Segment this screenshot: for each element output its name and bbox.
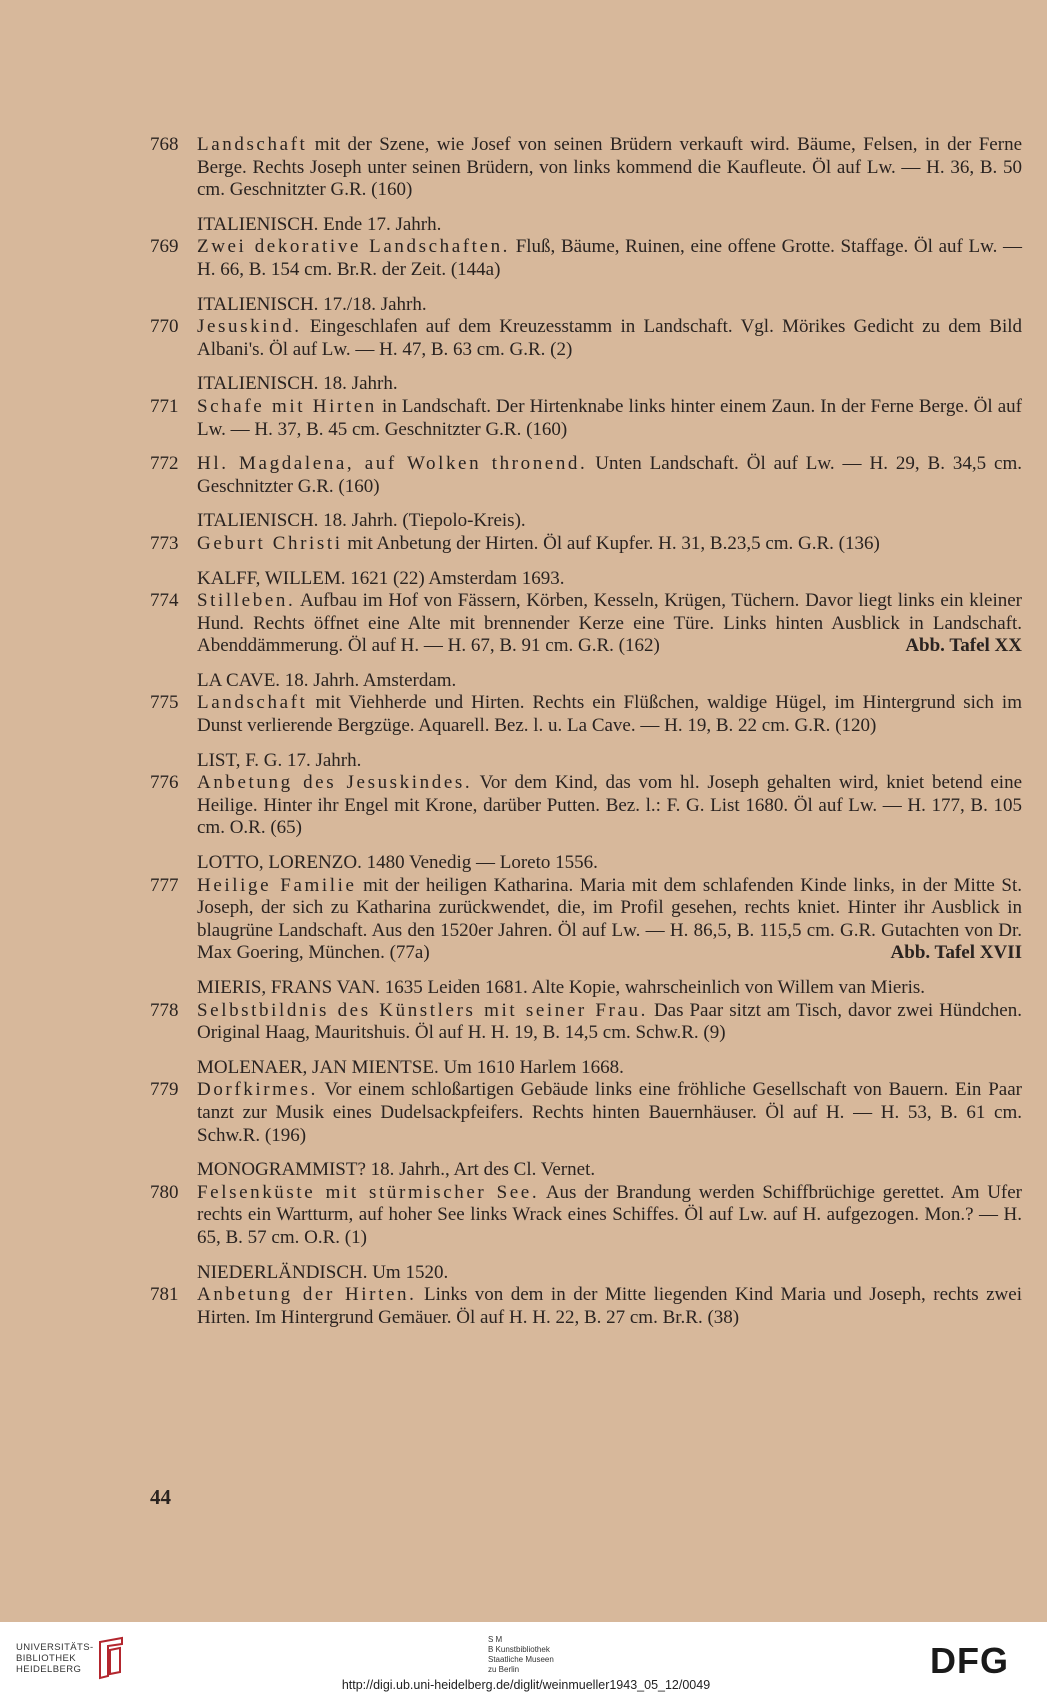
uni-line-2: BIBLIOTHEK [16, 1653, 76, 1664]
lot-number: 771 [150, 395, 179, 417]
entry-description: Links von dem in der Mitte liegenden Kind Maria und Joseph, rechts zwei Hirten. Im Hintergrund Gemäuer. Öl auf H. H. 22, B. 27 cm. Br.R. (38) [197, 1284, 1022, 1328]
artist-heading: ITALIENISCH. 18. Jahrh. (Tiepolo-Kreis). [197, 510, 526, 532]
lot-number: 774 [150, 590, 179, 612]
entry-description: mit Viehherde und Hirten. Rechts ein Flüßchen, waldige Hügel, im Hintergrund sich im Dunst verlierende Bergzüge. Aquarell. Bez. l. u. La Cave. — H. 19, B. 22 cm. G.R. (120) [197, 692, 1022, 737]
entry-description: Vor einem schloßartigen Gebäude links eine fröhliche Gesellschaft von Bauern. Ein Paar tanzt zur Musik eines Dudelsackpfeifers. Rechts hinten Bauernhäuser. Öl auf H. — H. 53, B. 61 cm. Schw.R. (196) [197, 1079, 1022, 1146]
lot-number: 769 [150, 236, 179, 258]
artist-heading: ITALIENISCH. Ende 17. Jahrh. [197, 213, 442, 235]
stamp-line-2: B Kunstbibliothek [488, 1645, 550, 1654]
entry-title: Dorfkirmes. [197, 1079, 318, 1101]
lot-number: 773 [150, 532, 179, 554]
entry-description: mit der Szene, wie Josef von seinen Brüdern verkauft wird. Bäume, Felsen, in der Ferne Berge. Rechts Joseph unter seinen Brüdern, von links kommend die Kaufleute. Öl auf Lw. — H. 36, B. 50 cm. Geschnitzter G.R. (160) [197, 134, 1022, 201]
artist-heading: ITALIENISCH. 17./18. Jahrh. [197, 293, 427, 315]
lot-number: 768 [150, 134, 179, 155]
page-number: 44 [150, 1485, 171, 1509]
entry-title: Jesuskind. [197, 316, 302, 338]
stamp-line-4: zu Berlin [488, 1665, 520, 1674]
lot-number: 781 [150, 1284, 179, 1306]
catalog-entry [148, 236, 1022, 281]
source-url-link[interactable]: http://digi.ub.uni-heidelberg.de/diglit/weinmueller1943_05_12/0049 [341, 1678, 711, 1692]
entry-description: Unten Landschaft. Öl auf Lw. — H. 29, B. 34,5 cm. Geschnitzter G.R. (160) [197, 453, 1022, 497]
entry-title: Selbstbildnis des Künstlers mit seiner Frau. [197, 999, 648, 1021]
entry-description: Aufbau im Hof von Fässern, Körben, Kesseln, Krügen, Tüchern. Davor liegt links ein kleiner Hund. Rechts öffnet eine Alte mit brennender Kerze eine Türe. Links hinten Ausblick in Landschaft. Abenddämmerung. Öl auf H. — H. 67, B. 91 cm. G.R. (162) [197, 590, 1022, 657]
uni-line-1: UNIVERSITÄTS- [16, 1642, 94, 1653]
university-library-mark-icon [96, 1636, 126, 1680]
lot-number: 770 [150, 316, 179, 338]
artist-heading: ITALIENISCH. 18. Jahrh. [197, 373, 398, 395]
catalog-entry [148, 396, 1022, 441]
plate-reference: Abb. Tafel XVII [890, 942, 1022, 964]
lot-number: 778 [150, 999, 179, 1021]
catalog-entry [148, 453, 1022, 498]
lot-number: 780 [150, 1181, 179, 1203]
catalog-entry [148, 772, 1022, 840]
entry-title: Hl. Magdalena, auf Wolken thronend. [197, 453, 588, 475]
catalog-text [148, 134, 1022, 1329]
entry-description: Das Paar sitzt am Tisch, davor zwei Hündchen. Original Haag, Mauritshuis. Öl auf H. H. 19, B. 14,5 cm. Schw.R. (9) [197, 999, 1022, 1044]
footer-bar [0, 1622, 1047, 1699]
dfg-logo[interactable]: DFG [930, 1640, 1009, 1681]
entry-title: Landschaft [197, 134, 308, 155]
artist-heading: MOLENAER, JAN MIENTSE. Um 1610 Harlem 1668. [197, 1056, 624, 1078]
entry-title: Schafe mit Hirten [197, 395, 377, 417]
catalog-entry [148, 533, 1022, 556]
catalog-entry [148, 1182, 1022, 1250]
library-stamp [488, 1635, 608, 1675]
entry-description: Aus der Brandung werden Schiffbrüchige gerettet. Am Ufer rechts ein Wartturm, auf hoher See links Wrack eines Schiffes. Öl auf Lw. auf H. aufgezogen. Mon.? — H. 65, B. 57 cm. O.R. (1) [197, 1181, 1022, 1248]
lot-number: 776 [150, 772, 179, 794]
entry-description: mit Anbetung der Hirten. Öl auf Kupfer. H. 31, B.23,5 cm. G.R. (136) [342, 532, 880, 554]
artist-heading: NIEDERLÄNDISCH. Um 1520. [197, 1261, 449, 1283]
lot-number: 775 [150, 692, 179, 714]
catalog-entry [148, 590, 1022, 658]
entry-title: Felsenküste mit stürmischer See. [197, 1181, 540, 1203]
stamp-line-1: S M [488, 1635, 503, 1644]
entry-description: Eingeschlafen auf dem Kreuzesstamm in Landschaft. Vgl. Mörikes Gedicht zu dem Bild Albani's. Öl auf Lw. — H. 47, B. 63 cm. G.R. (2) [197, 316, 1022, 360]
catalog-entry [148, 1079, 1022, 1147]
catalog-entry [148, 692, 1022, 737]
lot-number: 779 [150, 1079, 179, 1101]
entry-title: Anbetung der Hirten. [197, 1284, 417, 1306]
catalog-entry [148, 1284, 1022, 1329]
entry-description: Vor dem Kind, das vom hl. Joseph gehalten wird, kniet betend eine Heilige. Hinter ihr Engel mit Krone, darüber Putten. Bez. l.: F. G. List 1680. Öl auf Lw. — H. 177, B. 105 cm. O.R. (65) [197, 772, 1022, 839]
artist-heading: MIERIS, FRANS VAN. 1635 Leiden 1681. Alte Kopie, wahrscheinlich von Willem van Mieris. [197, 977, 926, 998]
catalog-entry [148, 316, 1022, 361]
artist-heading: LIST, F. G. 17. Jahrh. [197, 749, 362, 771]
entry-description: in Landschaft. Der Hirtenknabe links hinter einem Zaun. In der Ferne Berge. Öl auf Lw. — H. 37, B. 45 cm. Geschnitzter G.R. (160) [197, 395, 1022, 440]
artist-heading: KALFF, WILLEM. 1621 (22) Amsterdam 1693. [197, 567, 565, 589]
entry-title: Geburt Christi [197, 532, 343, 554]
entry-title: Landschaft [197, 692, 308, 714]
entry-title: Heilige Familie [197, 874, 357, 896]
lot-number: 772 [150, 453, 179, 475]
lot-number: 777 [150, 874, 179, 896]
stamp-line-3: Staatliche Museen [488, 1655, 554, 1664]
uni-line-3: HEIDELBERG [16, 1664, 82, 1675]
entry-title: Zwei dekorative Landschaften. [197, 236, 511, 258]
artist-heading: LA CAVE. 18. Jahrh. Amsterdam. [197, 669, 457, 691]
entry-title: Stilleben. [197, 590, 296, 612]
entry-title: Anbetung des Jesuskindes. [197, 772, 473, 794]
catalog-entry [148, 134, 1022, 202]
entry-description: Fluß, Bäume, Ruinen, eine offene Grotte. Staffage. Öl auf Lw. — H. 66, B. 154 cm. Br.R. der Zeit. (144a) [197, 236, 1022, 280]
artist-heading: MONOGRAMMIST? 18. Jahrh., Art des Cl. Vernet. [197, 1159, 596, 1181]
artist-heading: LOTTO, LORENZO. 1480 Venedig — Loreto 1556. [197, 852, 598, 874]
entry-description: mit der heiligen Katharina. Maria mit dem schlafenden Kinde links, in der Mitte St. Joseph, der sich zu Katharina zurückwendet, die, im Profil gesehen, rechts kniet. Hinter ihr Ausblick in blaugrüne Landschaft. Aus den 1520er Jahren. Öl auf Lw. — H. 86,5, B. 115,5 cm. G.R. Gutachten von Dr. Max Goering, München. (77a) [197, 874, 1022, 964]
plate-reference: Abb. Tafel XX [905, 635, 1022, 657]
catalog-entry [148, 1000, 1022, 1045]
catalog-entry [148, 875, 1022, 965]
